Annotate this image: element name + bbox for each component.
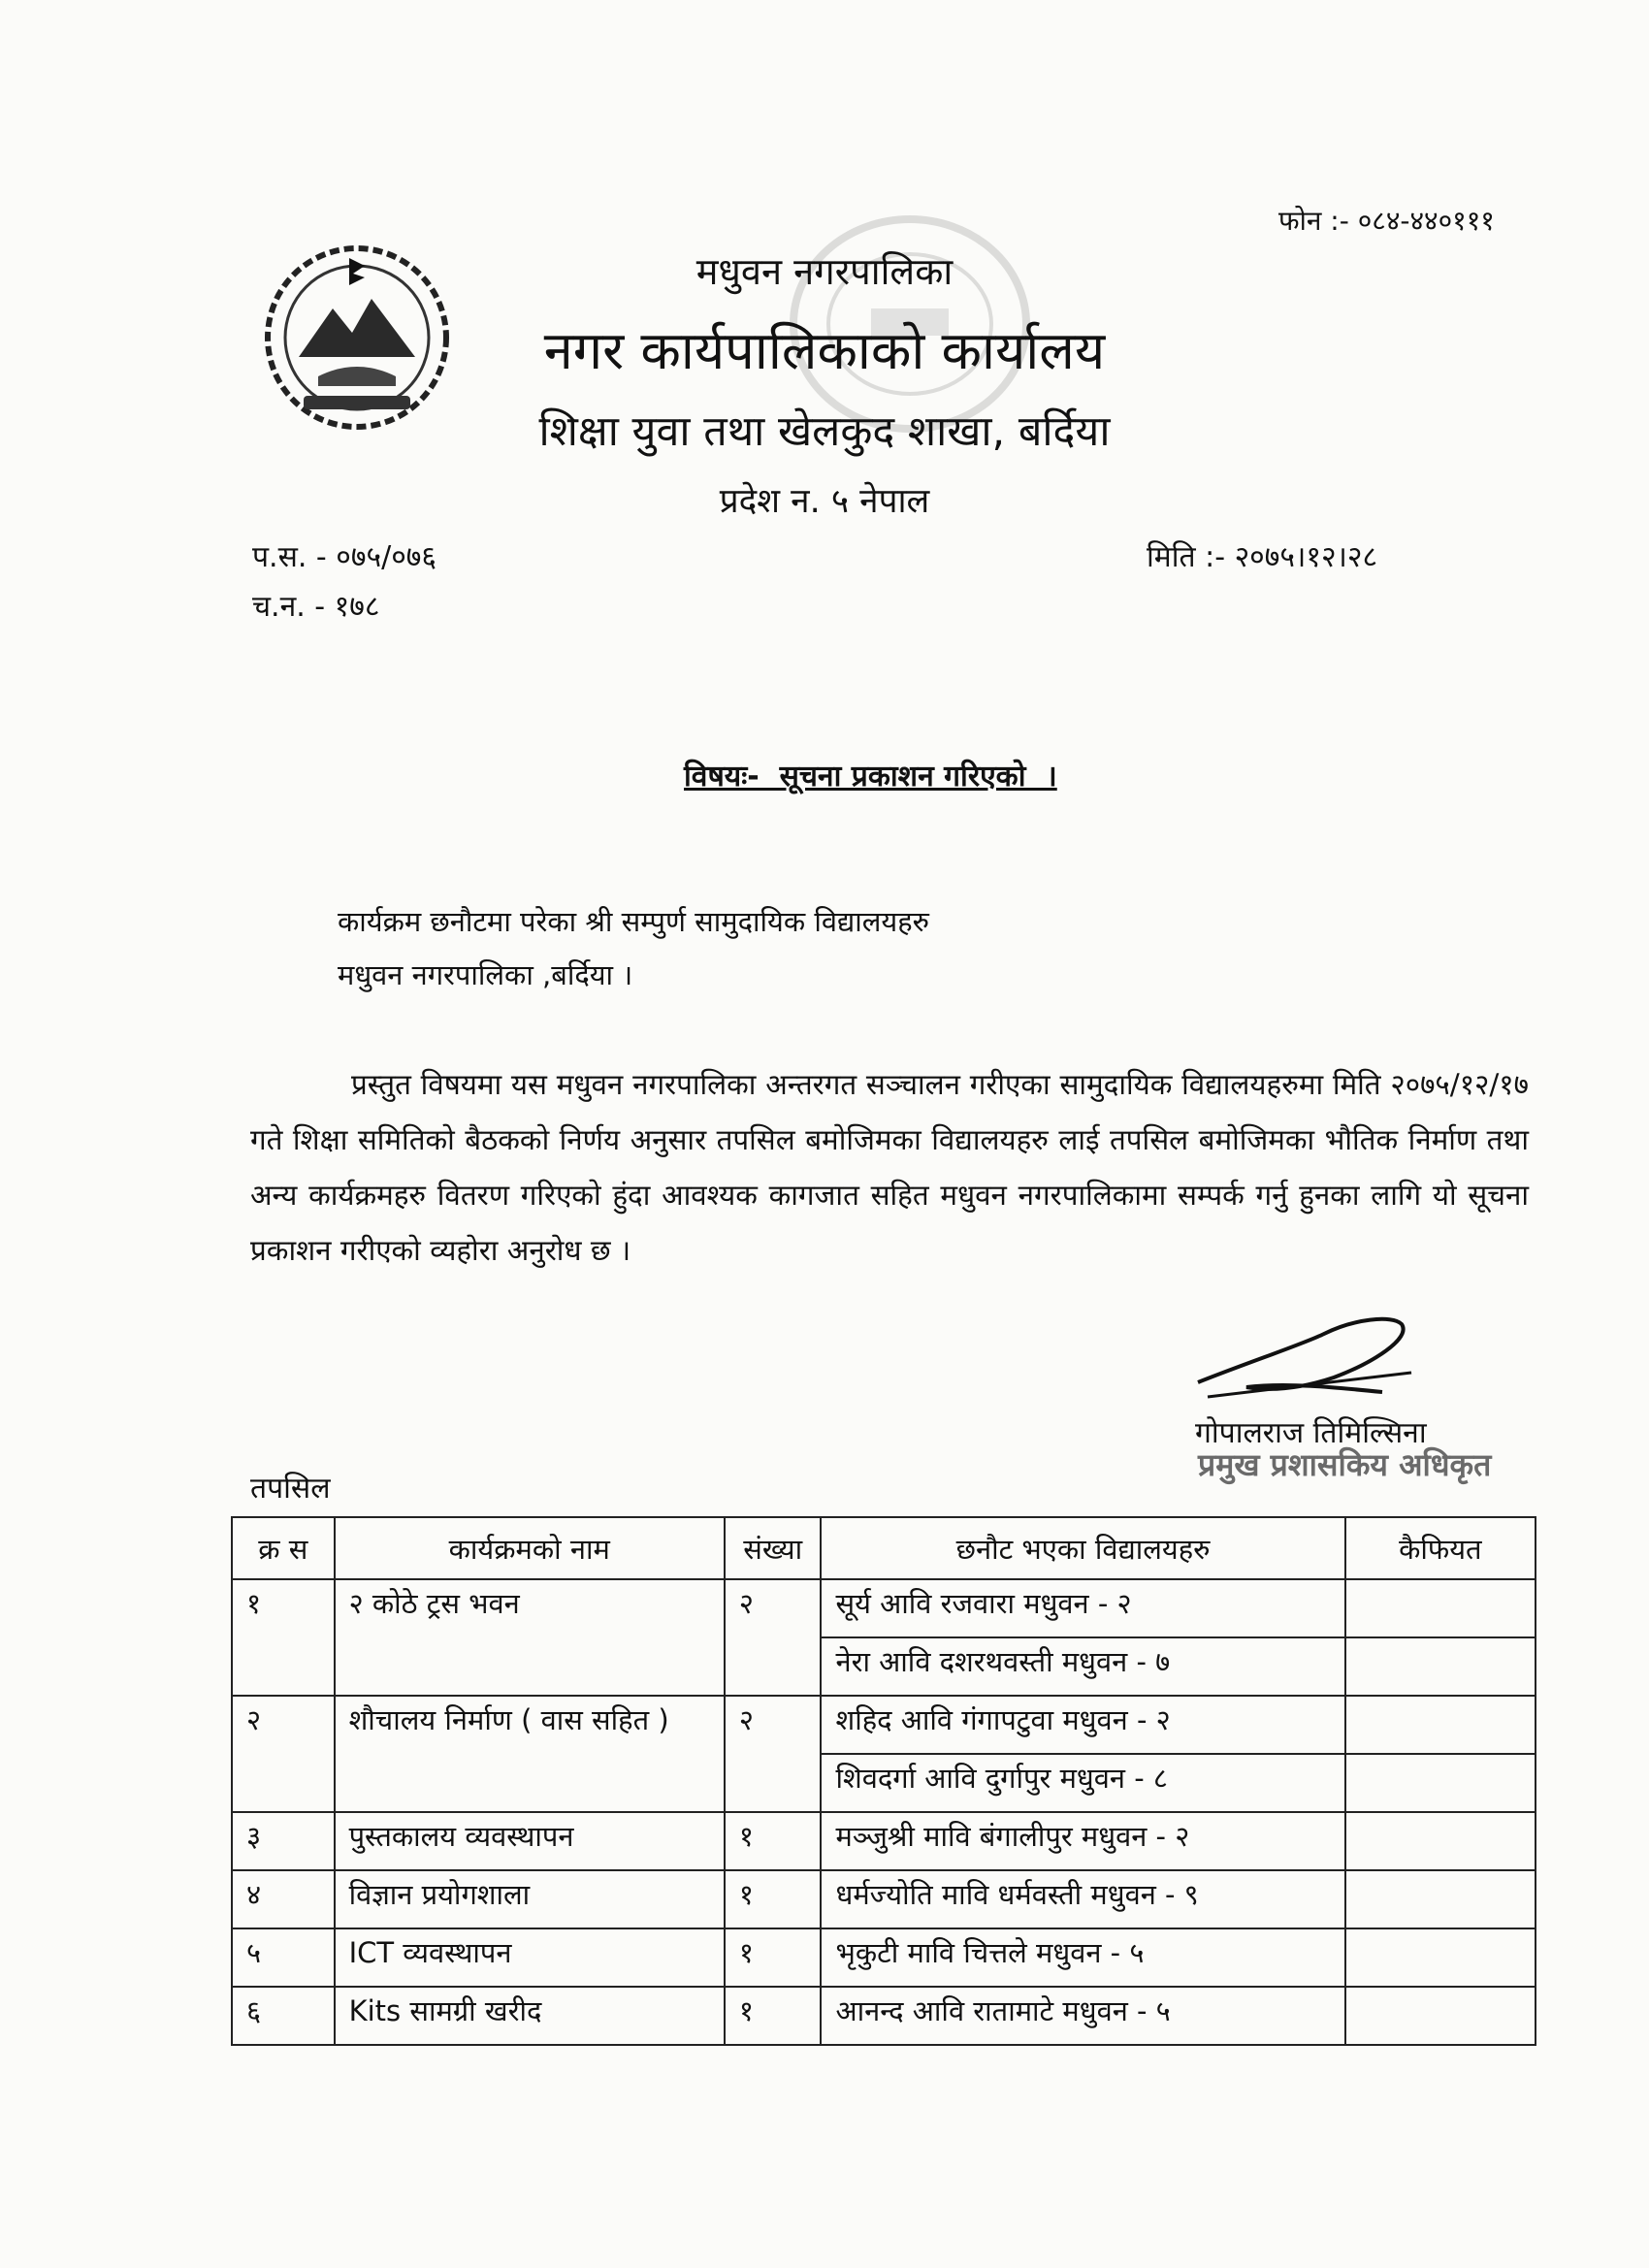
serial-cell: १ bbox=[232, 1579, 335, 1696]
body-paragraph: प्रस्तुत विषयमा यस मधुवन नगरपालिका अन्तरगत सञ्चालन गरीएका सामुदायिक विद्यालयहरुमा मिति २०७५/१२/१७ गते शिक्षा समितिको बैठकको निर्णय अनुसार तपसिल बमोजिमका विद्यालयहरु लाई तपसिल बमोजिमका भौतिक निर्माण तथा अन्य कार्यक्रमहरु वितरण गरिएको हुंदा आवश्यक कागजात सहित मधुवन नगरपालिकामा सम्पर्क गर्नु हुनका लागि यो सूचना प्रकाशन गरीएको व्यहोरा अनुरोध छ । bbox=[250, 1068, 1529, 1267]
count-cell: १ bbox=[725, 1928, 822, 1987]
remarks-cell bbox=[1345, 1579, 1536, 1637]
office-title: नगर कार्यपालिकाको कार्यालय bbox=[543, 320, 1106, 381]
addressee-line-2: मधुवन नगरपालिका ,बर्दिया । bbox=[338, 958, 633, 991]
school-cell: आनन्द आवि रातामाटे मधुवन - ५ bbox=[821, 1987, 1344, 2045]
column-header-count: संख्या bbox=[725, 1517, 822, 1579]
school-cell: नेरा आवि दशरथवस्ती मधुवन - ७ bbox=[821, 1637, 1344, 1696]
count-cell: १ bbox=[725, 1812, 822, 1870]
province-line: प्रदेश न. ५ नेपाल bbox=[719, 482, 930, 521]
program-cell: विज्ञान प्रयोगशाला bbox=[335, 1870, 725, 1928]
school-cell: सूर्य आवि रजवारा मधुवन - २ bbox=[821, 1579, 1344, 1637]
program-cell: २ कोठे ट्रस भवन bbox=[335, 1579, 725, 1696]
column-header-program: कार्यक्रमको नाम bbox=[335, 1517, 725, 1579]
school-cell: शहिद आवि गंगापटुवा मधुवन - २ bbox=[821, 1696, 1344, 1754]
program-cell: शौचालय निर्माण ( वास सहित ) bbox=[335, 1696, 725, 1812]
column-header-serial: क्र स bbox=[232, 1517, 335, 1579]
signature-mark bbox=[1188, 1295, 1421, 1416]
table-row bbox=[232, 1870, 1536, 1928]
remarks-cell bbox=[1345, 1812, 1536, 1870]
column-header-remarks: कैफियत bbox=[1345, 1517, 1536, 1579]
serial-cell: २ bbox=[232, 1696, 335, 1812]
remarks-cell bbox=[1345, 1754, 1536, 1812]
remarks-cell bbox=[1345, 1870, 1536, 1928]
addressee-line-1: कार्यक्रम छनौटमा परेका श्री सम्पुर्ण सामुदायिक विद्यालयहरु bbox=[338, 905, 929, 938]
serial-cell: ४ bbox=[232, 1870, 335, 1928]
serial-cell: ५ bbox=[232, 1928, 335, 1987]
column-header-schools: छनौट भएका विद्यालयहरु bbox=[821, 1517, 1344, 1579]
program-cell: ICT व्यवस्थापन bbox=[335, 1928, 725, 1987]
program-cell: पुस्तकालय व्यवस्थापन bbox=[335, 1812, 725, 1870]
serial-cell: ६ bbox=[232, 1987, 335, 2045]
count-cell: १ bbox=[725, 1987, 822, 2045]
serial-cell: ३ bbox=[232, 1812, 335, 1870]
count-cell: १ bbox=[725, 1870, 822, 1928]
letter-cn-number: च.न. - १७८ bbox=[252, 590, 380, 624]
subject-line: विषयः- सूचना प्रकाशन गरिएको । bbox=[684, 760, 1057, 794]
municipality-name: मधुवन नगरपालिका bbox=[695, 250, 954, 293]
section-title: शिक्षा युवा तथा खेलकुद शाखा, बर्दिया bbox=[538, 407, 1111, 456]
remarks-cell bbox=[1345, 1637, 1536, 1696]
table-row bbox=[232, 1696, 1536, 1754]
signatory-title-stamp: प्रमुख प्रशासकिय अधिकृत bbox=[1198, 1446, 1492, 1483]
annex-label: तपसिल bbox=[250, 1472, 331, 1506]
table-header-row bbox=[232, 1517, 1536, 1579]
program-cell: Kits सामग्री खरीद bbox=[335, 1987, 725, 2045]
school-cell: भृकुटी मावि चित्तले मधुवन - ५ bbox=[821, 1928, 1344, 1987]
count-cell: २ bbox=[725, 1579, 822, 1696]
letter-ps-number: प.स. - ०७५/०७६ bbox=[252, 540, 436, 574]
table-row bbox=[232, 1928, 1536, 1987]
remarks-cell bbox=[1345, 1987, 1536, 2045]
remarks-cell bbox=[1345, 1928, 1536, 1987]
table-row bbox=[232, 1987, 1536, 2045]
table-row bbox=[232, 1812, 1536, 1870]
table-row bbox=[232, 1579, 1536, 1637]
school-cell: शिवदर्गा आवि दुर्गापुर मधुवन - ८ bbox=[821, 1754, 1344, 1812]
letter-date: मिति :- २०७५।१२।२८ bbox=[1147, 540, 1378, 574]
schedule-table bbox=[231, 1516, 1536, 2046]
phone-number: फोन :- ०८४-४४०१११ bbox=[1278, 205, 1495, 237]
school-cell: मञ्जुश्री मावि बंगालीपुर मधुवन - २ bbox=[821, 1812, 1344, 1870]
school-cell: धर्मज्योति मावि धर्मवस्ती मधुवन - ९ bbox=[821, 1870, 1344, 1928]
remarks-cell bbox=[1345, 1696, 1536, 1754]
signatory-name: गोपालराज तिमिल्सिना bbox=[1195, 1416, 1427, 1450]
count-cell: २ bbox=[725, 1696, 822, 1812]
